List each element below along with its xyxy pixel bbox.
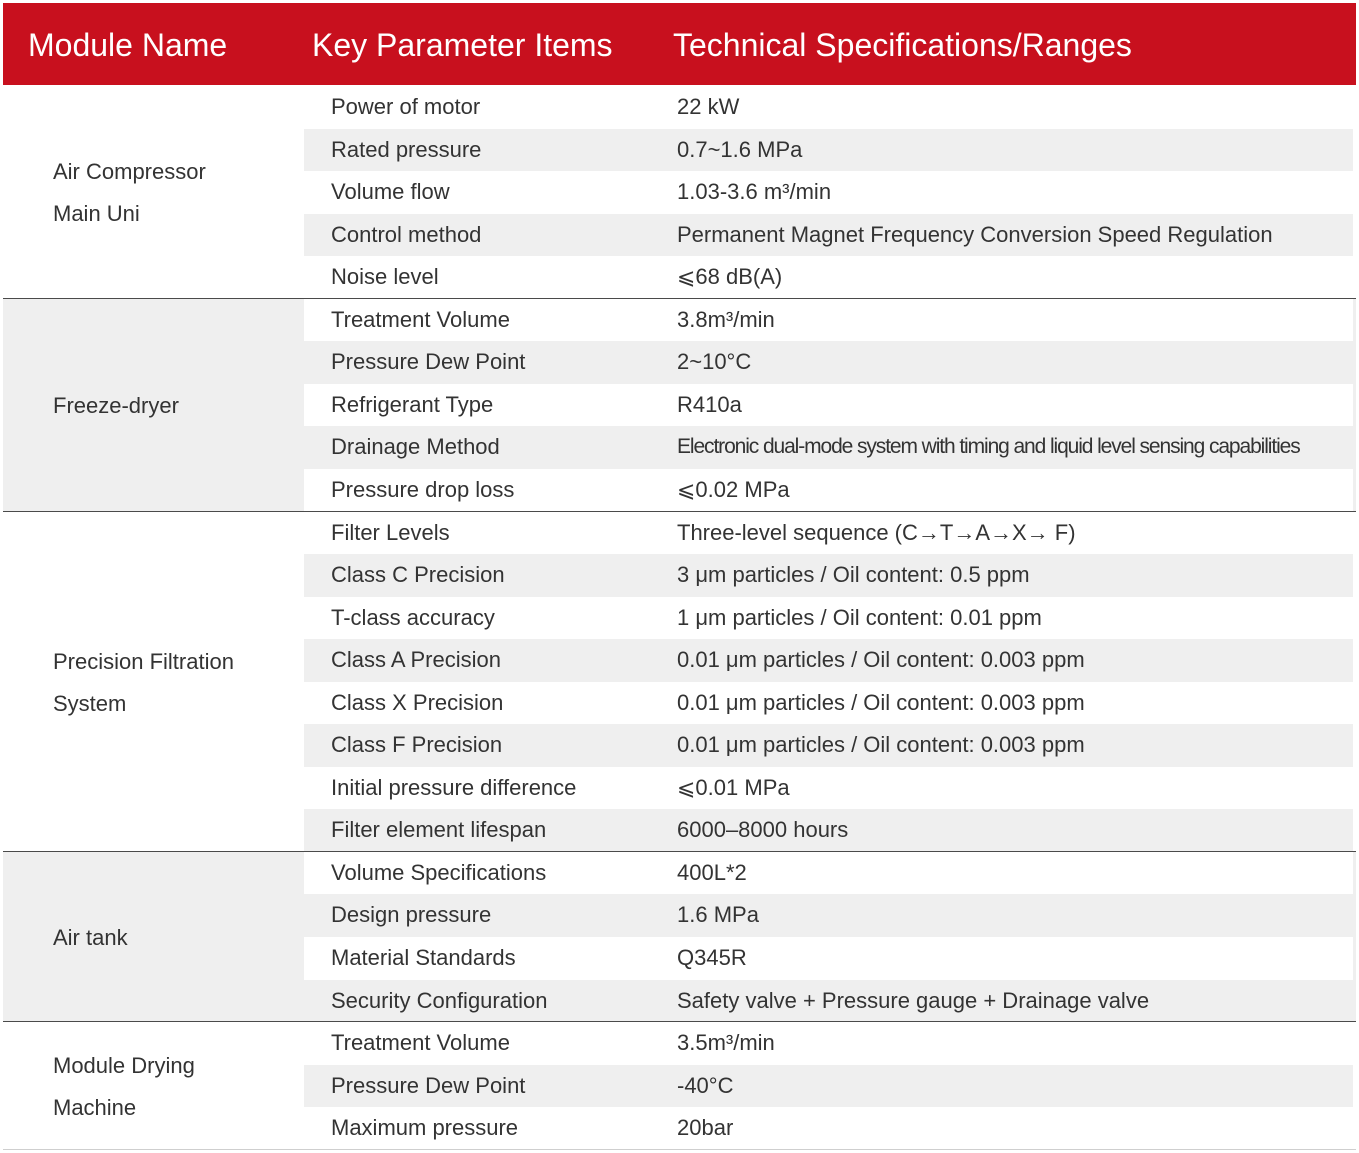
- module-name: [53, 151, 206, 235]
- parameter-name: Treatment Volume: [331, 1030, 510, 1056]
- parameter-name: Volume Specifications: [331, 859, 547, 885]
- parameter-value: 3.5m³/min: [677, 1030, 775, 1056]
- table-row: [304, 171, 1353, 214]
- parameter-value: Permanent Magnet Frequency Conversion Speed Regulation: [677, 221, 1273, 247]
- parameter-value: ⩽0.01 MPa: [677, 774, 790, 800]
- parameter-name: Design pressure: [331, 902, 492, 928]
- parameter-name: Material Standards: [331, 945, 516, 970]
- table-row: [304, 384, 1353, 427]
- parameter-value: 20bar: [677, 1115, 734, 1141]
- parameter-name: Control method: [331, 221, 482, 247]
- table-row: [304, 86, 1353, 129]
- parameter-value: Three-level sequence (C→T→A→X→ F): [677, 519, 1076, 545]
- table-row: [304, 894, 1353, 937]
- parameter-value: 0.01 μm particles / Oil content: 0.003 ppm: [677, 732, 1085, 758]
- parameter-name: Pressure Dew Point: [331, 1072, 526, 1098]
- table-bottom-border: [3, 1149, 1356, 1150]
- parameter-name: Class A Precision: [331, 647, 501, 673]
- table-row: [304, 469, 1353, 512]
- parameter-value: Safety valve + Pressure gauge + Drainage valve: [677, 987, 1150, 1013]
- parameter-value: 6000–8000 hours: [677, 817, 849, 843]
- table-header: [3, 3, 1356, 85]
- table-row: [304, 129, 1353, 172]
- module-name: [53, 917, 128, 959]
- header-technical-specifications: Technical Specifications/Ranges: [673, 27, 1132, 63]
- parameter-name: Refrigerant Type: [331, 391, 494, 417]
- header-key-parameter-items: Key Parameter Items: [312, 27, 613, 63]
- parameter-value: Electronic dual-mode system with timing and liquid level sensing capabilities: [677, 435, 1300, 459]
- parameter-name: Pressure Dew Point: [331, 349, 526, 375]
- table-row: [304, 937, 1353, 980]
- table-row: [304, 214, 1353, 257]
- parameter-value: R410a: [677, 391, 742, 417]
- parameter-value: ⩽68 dB(A): [677, 264, 783, 290]
- table-row: [304, 724, 1353, 767]
- parameter-name: Initial pressure difference: [331, 774, 577, 800]
- table-row: [304, 426, 1353, 469]
- table-row: [304, 512, 1353, 555]
- table-row: [304, 256, 1353, 299]
- parameter-value: 2~10°C: [677, 349, 752, 375]
- module-name: [53, 1045, 195, 1129]
- table-row: [304, 639, 1353, 682]
- table-row: [304, 980, 1353, 1023]
- parameter-value: 3.8m³/min: [677, 306, 775, 332]
- parameter-name: Security Configuration: [331, 987, 548, 1013]
- parameter-value: -40°C: [677, 1072, 734, 1098]
- parameter-name: Noise level: [331, 264, 439, 290]
- parameter-name: Filter Levels: [331, 519, 450, 545]
- module-name-line: Module Drying: [53, 1052, 195, 1078]
- module-name: [53, 641, 234, 725]
- module-name-line: Machine: [53, 1094, 137, 1120]
- table-row: [304, 1022, 1353, 1065]
- parameter-name: Power of motor: [331, 94, 481, 119]
- table-row: [304, 597, 1353, 640]
- parameter-name: Rated pressure: [331, 136, 482, 162]
- module-name-line: Precision Filtration: [53, 648, 234, 674]
- parameter-name: Drainage Method: [331, 434, 500, 460]
- parameter-value: 0.01 μm particles / Oil content: 0.003 ppm: [677, 689, 1085, 715]
- parameter-name: Maximum pressure: [331, 1115, 519, 1141]
- module-name-line: System: [53, 690, 127, 716]
- parameter-value: 22 kW: [677, 94, 740, 119]
- module-name-line: Air tank: [53, 925, 128, 950]
- module-name: [53, 385, 179, 427]
- parameter-value: 0.7~1.6 MPa: [677, 136, 803, 162]
- parameter-name: Treatment Volume: [331, 306, 510, 332]
- header-module-name: Module Name: [28, 27, 228, 63]
- parameter-value: 1.03-3.6 m³/min: [677, 179, 832, 205]
- module-name-line: Air Compressor: [53, 159, 206, 185]
- table-row: [304, 682, 1353, 725]
- parameter-name: T-class accuracy: [331, 604, 495, 630]
- table-row: [304, 852, 1353, 895]
- parameter-value: 1 μm particles / Oil content: 0.01 ppm: [677, 604, 1042, 630]
- parameter-value: 400L*2: [677, 859, 747, 885]
- parameter-name: Filter element lifespan: [331, 817, 547, 843]
- parameter-value: ⩽0.02 MPa: [677, 476, 790, 502]
- table-row: [304, 554, 1353, 597]
- module-name-line: Main Uni: [53, 201, 140, 227]
- parameter-name: Class X Precision: [331, 689, 504, 715]
- table-row: [304, 341, 1353, 384]
- table-row: [304, 1065, 1353, 1108]
- parameter-name: Volume flow: [331, 179, 450, 205]
- parameter-name: Class F Precision: [331, 732, 503, 758]
- table-row: [304, 299, 1353, 342]
- parameter-value: 3 μm particles / Oil content: 0.5 ppm: [677, 562, 1030, 588]
- parameter-value: 0.01 μm particles / Oil content: 0.003 ppm: [677, 647, 1085, 673]
- table-row: [304, 1107, 1353, 1150]
- parameter-name: Class C Precision: [331, 562, 505, 588]
- parameter-value: Q345R: [677, 945, 747, 970]
- parameter-name: Pressure drop loss: [331, 476, 515, 502]
- parameter-value: 1.6 MPa: [677, 902, 759, 928]
- table-row: [304, 767, 1353, 810]
- module-name-line: Freeze-dryer: [53, 393, 179, 419]
- table-row: [304, 809, 1353, 852]
